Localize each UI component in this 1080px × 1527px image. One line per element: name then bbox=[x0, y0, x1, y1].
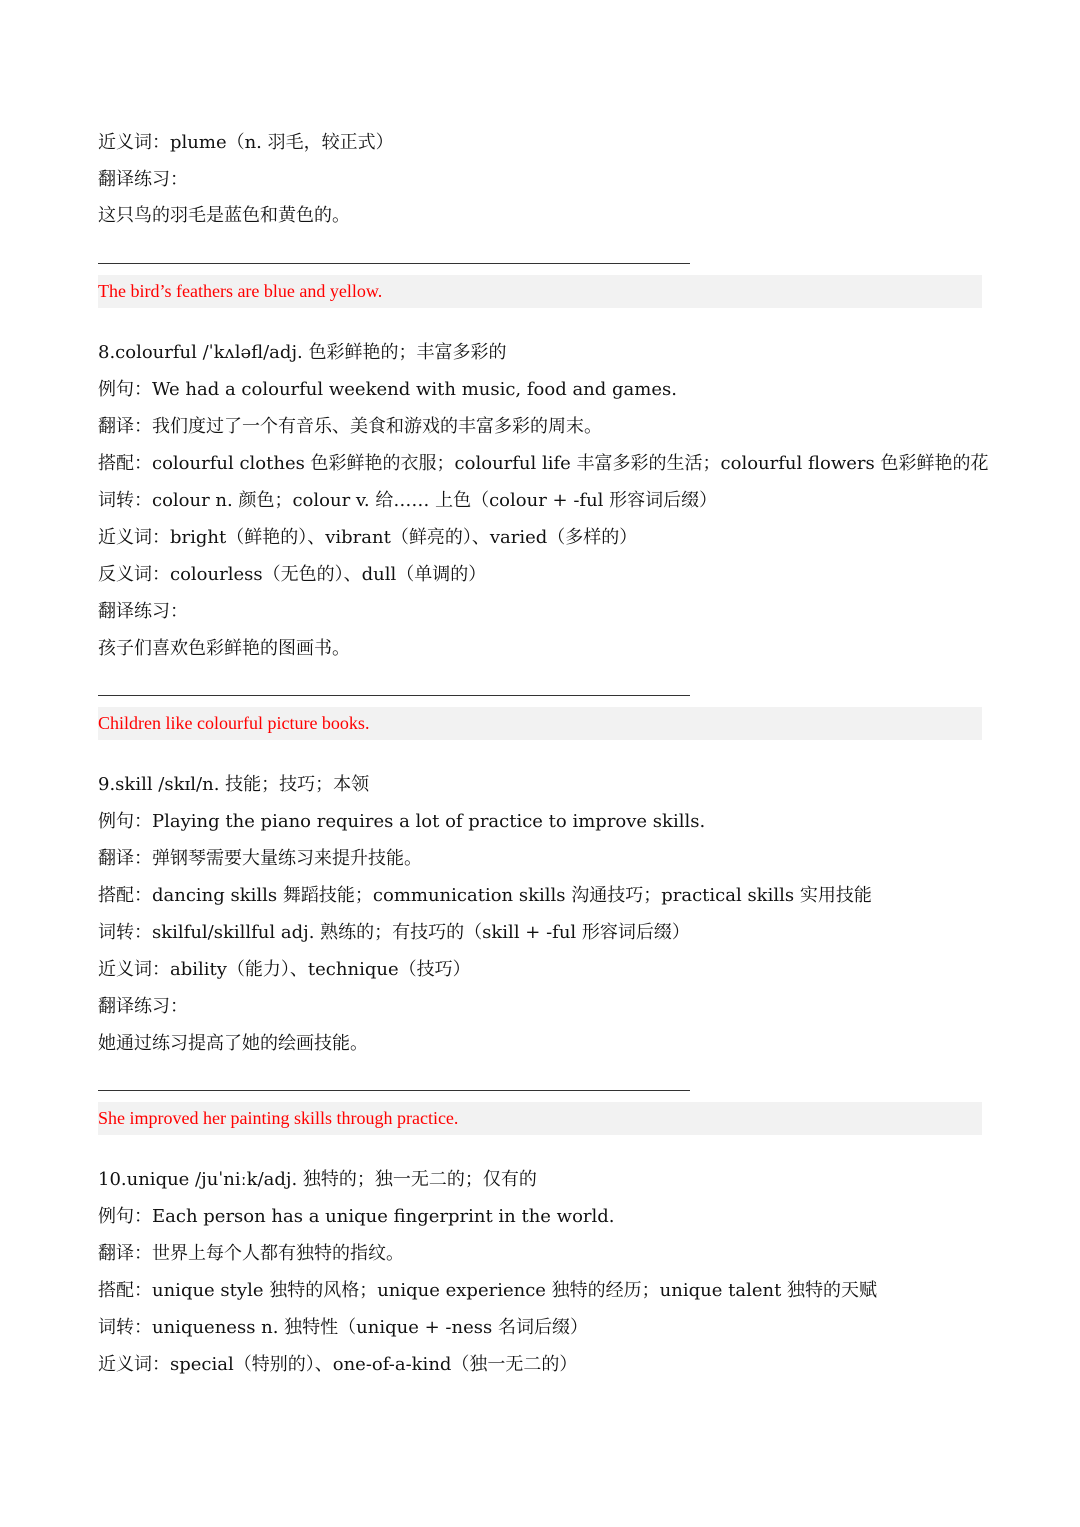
entry8-example: 例句：We had a colourful weekend with music, food and games. bbox=[98, 379, 677, 400]
entry8-collocations: 搭配：colourful clothes 色彩鲜艳的衣服；colourful life 丰富多彩的生活；colourful flowers 色彩鲜艳的花 bbox=[98, 453, 989, 474]
entry8-practice-label: 翻译练习： bbox=[98, 601, 188, 622]
entry10-headword: 10.unique /juˈniːk/adj. 独特的；独一无二的；仅有的 bbox=[98, 1169, 537, 1190]
entry8-synonyms: 近义词：bright（鲜艳的）、vibrant（鲜亮的）、varied（多样的） bbox=[98, 527, 638, 548]
entry8-answer-rule bbox=[98, 695, 690, 696]
entry9-practice-label: 翻译练习： bbox=[98, 996, 188, 1017]
entry8-translation: 翻译：我们度过了一个有音乐、美食和游戏的丰富多彩的周末。 bbox=[98, 416, 602, 437]
entry7-answer: The bird’s feathers are blue and yellow. bbox=[98, 281, 383, 301]
entry9-answer-box bbox=[98, 1102, 982, 1135]
entry10-example: 例句：Each person has a unique fingerprint in the world. bbox=[98, 1206, 615, 1227]
entry7-synonym: 近义词：plume（n. 羽毛，较正式） bbox=[98, 132, 394, 153]
entry7-answer-rule bbox=[98, 263, 690, 264]
entry7-practice-label: 翻译练习： bbox=[98, 169, 188, 190]
entry7-practice-sentence: 这只鸟的羽毛是蓝色和黄色的。 bbox=[98, 205, 350, 226]
entry7-answer-box bbox=[98, 275, 982, 308]
entry10-derivation: 词转：uniqueness n. 独特性（unique + -ness 名词后缀） bbox=[98, 1317, 588, 1338]
entry9-synonyms: 近义词：ability（能力）、technique（技巧） bbox=[98, 959, 471, 980]
entry9-collocations: 搭配：dancing skills 舞蹈技能；communication skills 沟通技巧；practical skills 实用技能 bbox=[98, 885, 872, 906]
entry8-derivation: 词转：colour n. 颜色；colour v. 给…… 上色（colour + -ful 形容词后缀） bbox=[98, 490, 718, 511]
entry8-practice-sentence: 孩子们喜欢色彩鲜艳的图画书。 bbox=[98, 638, 350, 659]
entry10-synonyms: 近义词：special（特别的）、one-of-a-kind（独一无二的） bbox=[98, 1354, 578, 1375]
entry8-headword: 8.colourful /ˈkʌləfl/adj. 色彩鲜艳的；丰富多彩的 bbox=[98, 342, 507, 363]
entry8-answer-box bbox=[98, 707, 982, 740]
entry9-translation: 翻译：弹钢琴需要大量练习来提升技能。 bbox=[98, 848, 422, 869]
entry10-translation: 翻译：世界上每个人都有独特的指纹。 bbox=[98, 1243, 404, 1264]
entry8-antonyms: 反义词：colourless（无色的）、dull（单调的） bbox=[98, 564, 487, 585]
entry8-answer: Children like colourful picture books. bbox=[98, 713, 370, 733]
entry9-answer-rule bbox=[98, 1090, 690, 1091]
entry9-practice-sentence: 她通过练习提高了她的绘画技能。 bbox=[98, 1033, 368, 1054]
entry9-headword: 9.skill /skɪl/n. 技能；技巧；本领 bbox=[98, 774, 370, 795]
entry9-example: 例句：Playing the piano requires a lot of practice to improve skills. bbox=[98, 811, 706, 832]
entry9-derivation: 词转：skilful/skillful adj. 熟练的；有技巧的（skill + -ful 形容词后缀） bbox=[98, 922, 690, 943]
entry10-collocations: 搭配：unique style 独特的风格；unique experience 独特的经历；unique talent 独特的天赋 bbox=[98, 1280, 878, 1301]
entry9-answer: She improved her painting skills through practice. bbox=[98, 1108, 459, 1128]
